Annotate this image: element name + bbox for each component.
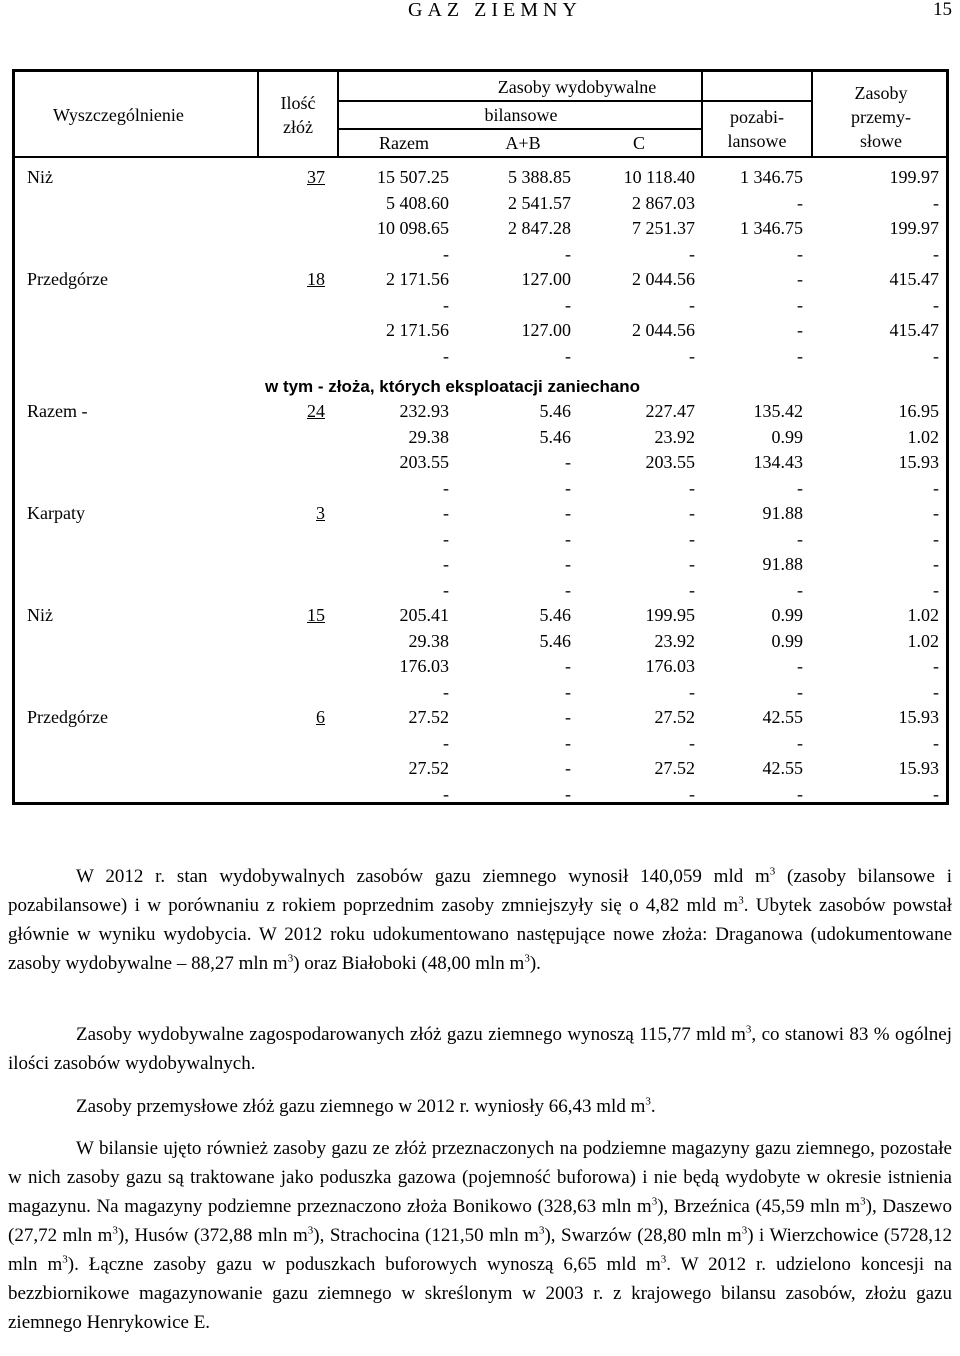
cell-razem: 2 171.56 — [386, 320, 449, 340]
cell-razem: 29.38 — [408, 426, 449, 447]
paragraph-2 — [8, 1020, 952, 1078]
superscript: 3 — [62, 1253, 68, 1266]
cell-razem: - — [443, 503, 449, 523]
cell-przem: - — [933, 554, 939, 574]
cell-ab: 5 388.85 — [508, 167, 571, 187]
text-run: , co stanowi 83 % ogólnej ilości zasobów wydobywalnych. — [8, 1024, 953, 1074]
superscript: 3 — [651, 1195, 658, 1208]
cell-ab: 5.46 — [539, 630, 571, 651]
text-run: ), Swarzów (28,80 mln m — [544, 1225, 742, 1246]
header-bilansowe: bilansowe — [484, 105, 558, 125]
cell-c: 23.92 — [654, 630, 695, 651]
row-count: 18 — [307, 269, 325, 289]
header-zasoby-wydobywalne: Zasoby wydobywalne — [497, 77, 657, 97]
cell-przem: 15.93 — [898, 452, 939, 472]
cell-przem: - — [933, 503, 939, 523]
cell-ab: - — [565, 707, 571, 727]
text-run: ), Daszewo (27,72 mln m — [8, 1196, 952, 1246]
paragraph-4 — [8, 1134, 952, 1337]
cell-przem: - — [933, 579, 939, 600]
page-header — [0, 0, 960, 24]
cell-razem: 15 507.25 — [377, 167, 449, 187]
header-pozabi: pozabi- — [730, 107, 784, 127]
superscript: 3 — [112, 1224, 118, 1237]
cell-poza: - — [797, 294, 803, 315]
cell-poza: - — [797, 783, 803, 804]
header-c: C — [632, 133, 645, 153]
page-number: 15 — [933, 0, 952, 20]
cell-poza: - — [797, 192, 803, 213]
cell-poza: - — [797, 656, 803, 676]
cell-poza: 1 346.75 — [740, 218, 803, 238]
cell-poza: 135.42 — [753, 401, 803, 421]
cell-ab: - — [565, 345, 571, 366]
superscript: 3 — [645, 1095, 651, 1108]
cell-ab: 127.00 — [521, 269, 571, 289]
header-ilosc: Ilość — [280, 93, 316, 113]
cell-razem: 10 098.65 — [377, 218, 449, 238]
cell-razem: 5 408.60 — [386, 192, 449, 213]
cell-przem: - — [933, 732, 939, 753]
text-run: ). Łączne zasoby gazu w poduszkach buforowych wynoszą 6,65 mld m — [67, 1254, 661, 1275]
cell-poza: - — [797, 579, 803, 600]
cell-poza: 0.99 — [771, 605, 803, 625]
cell-c: 227.47 — [645, 401, 695, 421]
cell-poza: - — [797, 681, 803, 702]
row-name: Niż — [27, 167, 53, 187]
cell-c: - — [689, 528, 695, 549]
cell-przem: - — [933, 783, 939, 804]
cell-razem: 232.93 — [399, 401, 449, 421]
row-count: 3 — [316, 503, 325, 523]
cell-razem: - — [443, 345, 449, 366]
cell-ab: - — [565, 579, 571, 600]
header-lansowe: lansowe — [727, 131, 787, 151]
superscript: 3 — [745, 1023, 752, 1036]
row-name: Niż — [27, 605, 53, 625]
header-przemy: przemy- — [851, 107, 911, 127]
cell-przem: 1.02 — [907, 426, 939, 447]
cell-poza: 42.55 — [762, 707, 803, 727]
superscript: 3 — [741, 1224, 748, 1237]
text-run: . — [650, 1096, 656, 1117]
text-run: (zasoby bilansowe i pozabilansowe) i w porównaniu z rokiem poprzednim zasoby zmniejszyły się o 4,82 mld m — [8, 866, 953, 916]
text-run: ). — [529, 953, 541, 974]
cell-ab: 2 847.28 — [508, 218, 571, 238]
text-run: Zasoby wydobywalne zagospodarowanych złóż gazu ziemnego wynoszą 115,77 mld m — [76, 1024, 746, 1045]
cell-c: 203.55 — [645, 452, 695, 472]
cell-razem: - — [443, 477, 449, 498]
cell-c: 176.03 — [645, 656, 695, 676]
cell-poza: 0.99 — [771, 630, 803, 651]
text-run: ), Strachocina (121,50 mln m — [313, 1225, 539, 1246]
cell-poza: - — [797, 732, 803, 753]
cell-przem: - — [933, 192, 939, 213]
cell-przem: 1.02 — [907, 605, 939, 625]
cell-razem: 205.41 — [399, 605, 449, 625]
header-ab: A+B — [505, 133, 541, 153]
cell-ab: - — [565, 656, 571, 676]
cell-ab: - — [565, 732, 571, 753]
cell-razem: 27.52 — [408, 758, 449, 778]
cell-przem: 15.93 — [898, 707, 939, 727]
text-run: W 2012 r. stan wydobywalnych zasobów gazu ziemnego wynosił 140,059 mld m — [76, 866, 770, 887]
cell-ab: 2 541.57 — [508, 192, 571, 213]
row-name: Razem - — [27, 401, 88, 421]
cell-c: 199.95 — [645, 605, 695, 625]
cell-c: 7 251.37 — [632, 218, 695, 238]
cell-przem: 199.97 — [889, 167, 939, 187]
cell-razem: - — [443, 554, 449, 574]
superscript: 3 — [769, 865, 776, 878]
cell-poza: - — [797, 320, 803, 340]
cell-razem: 2 171.56 — [386, 269, 449, 289]
header-razem: Razem — [379, 133, 429, 153]
cell-c: - — [689, 681, 695, 702]
cell-c: - — [689, 243, 695, 264]
cell-c: - — [689, 477, 695, 498]
cell-przem: 16.95 — [898, 401, 939, 421]
section-label: w tym - złoża, których eksploatacji zaniechano — [265, 377, 641, 396]
cell-ab: - — [565, 528, 571, 549]
row-count: 6 — [316, 707, 325, 727]
cell-razem: - — [443, 783, 449, 804]
cell-przem: 199.97 — [889, 218, 939, 238]
cell-razem: - — [443, 294, 449, 315]
header-zasoby: Zasoby — [854, 83, 908, 103]
cell-ab: 5.46 — [539, 401, 571, 421]
cell-przem: - — [933, 528, 939, 549]
cell-c: - — [689, 503, 695, 523]
cell-c: 27.52 — [654, 758, 695, 778]
cell-przem: - — [933, 477, 939, 498]
superscript: 3 — [307, 1224, 314, 1237]
cell-przem: - — [933, 294, 939, 315]
row-name: Przedgórze — [27, 707, 108, 727]
cell-przem: - — [933, 243, 939, 264]
cell-razem: 176.03 — [399, 656, 449, 676]
cell-razem: - — [443, 579, 449, 600]
cell-przem: - — [933, 681, 939, 702]
text-run: . Ubytek zasobów powstał głównie w wyniku wydobycia. W 2012 roku udokumentowano następujące nowe złoża: Draganowa (udokumentowane zasoby wydobywalne – 88,27 mln m — [8, 895, 952, 974]
cell-poza: - — [797, 269, 803, 289]
cell-c: - — [689, 579, 695, 600]
text-run: W bilansie ujęto również zasoby gazu ze złóż przeznaczonych na podziemne magazyny gazu ziemnego, pozostałe w nich zasoby gazu są traktowane jako poduszka gazowa (pojemność buforowa) i nie będą wydobyte w okresie istnienia magazynu. Na magazyny podziemne przeznaczono złoża Bonikowo (328,63 mln m — [8, 1138, 952, 1217]
superscript: 3 — [538, 1224, 545, 1237]
superscript: 3 — [860, 1195, 866, 1208]
cell-c: - — [689, 294, 695, 315]
cell-przem: - — [933, 656, 939, 676]
cell-c: - — [689, 345, 695, 366]
cell-c: 10 118.40 — [623, 167, 695, 187]
text-run: Zasoby przemysłowe złóż gazu ziemnego w 2012 r. wyniosły 66,43 mld m — [76, 1096, 646, 1117]
cell-ab: - — [565, 294, 571, 315]
cell-ab: - — [565, 477, 571, 498]
paragraph-1 — [8, 862, 952, 978]
row-count: 24 — [307, 401, 325, 421]
cell-poza: 1 346.75 — [740, 167, 803, 187]
cell-razem: - — [443, 681, 449, 702]
superscript: 3 — [738, 894, 744, 907]
cell-poza: 0.99 — [771, 426, 803, 447]
cell-c: 2 867.03 — [632, 192, 695, 213]
cell-razem: 203.55 — [399, 452, 449, 472]
cell-poza: 91.88 — [762, 503, 803, 523]
cell-c: - — [689, 554, 695, 574]
cell-ab: - — [565, 243, 571, 264]
cell-ab: 5.46 — [539, 605, 571, 625]
header-zloz: złóż — [283, 117, 313, 137]
paragraph-3 — [8, 1092, 952, 1121]
superscript: 3 — [287, 952, 294, 965]
row-name: Przedgórze — [27, 269, 108, 289]
cell-ab: - — [565, 681, 571, 702]
cell-ab: - — [565, 783, 571, 804]
cell-c: - — [689, 732, 695, 753]
cell-poza: 42.55 — [762, 758, 803, 778]
cell-przem: - — [933, 345, 939, 366]
cell-ab: - — [565, 503, 571, 523]
header-bottom-rule — [15, 156, 946, 158]
row-count: 15 — [307, 605, 325, 625]
row-name: Karpaty — [27, 503, 85, 523]
cell-przem: 415.47 — [889, 320, 939, 340]
cell-przem: 15.93 — [898, 758, 939, 778]
row-count: 37 — [307, 167, 325, 187]
cell-ab: 5.46 — [539, 426, 571, 447]
cell-poza: - — [797, 528, 803, 549]
text-run: ), Brzeźnica (45,59 mln m — [657, 1196, 861, 1217]
cell-c: 23.92 — [654, 426, 695, 447]
cell-ab: - — [565, 554, 571, 574]
cell-poza: - — [797, 243, 803, 264]
text-run: . W 2012 r. udzielono koncesji na bezzbiornikowe magazynowanie gazu ziemnego w skreślonym w 2003 r. z krajowego bilansu zasobów, złożu gazu ziemnego Henrykowice E. — [8, 1254, 952, 1333]
cell-c: 2 044.56 — [632, 320, 695, 340]
cell-przem: 1.02 — [907, 630, 939, 651]
superscript: 3 — [524, 952, 530, 965]
reserves-table — [12, 69, 949, 805]
cell-c: - — [689, 783, 695, 804]
text-run: ) oraz Białoboki (48,00 mln m — [293, 953, 525, 974]
cell-ab: - — [565, 758, 571, 778]
cell-razem: - — [443, 732, 449, 753]
header-slowe: słowe — [860, 131, 902, 151]
cell-przem: 415.47 — [889, 269, 939, 289]
cell-c: 2 044.56 — [632, 269, 695, 289]
running-title: GAZ ZIEMNY — [408, 0, 582, 21]
text-run: ) i Wierzchowice (5728,12 mln m — [8, 1225, 952, 1275]
cell-razem: 27.52 — [408, 707, 449, 727]
cell-ab: 127.00 — [521, 320, 571, 340]
cell-poza: 134.43 — [753, 452, 803, 472]
superscript: 3 — [660, 1253, 667, 1266]
cell-razem: 29.38 — [408, 630, 449, 651]
cell-poza: - — [797, 345, 803, 366]
header-wyszczegolnienie: Wyszczególnienie — [53, 105, 184, 125]
cell-poza: 91.88 — [762, 554, 803, 574]
cell-c: 27.52 — [654, 707, 695, 727]
cell-poza: - — [797, 477, 803, 498]
cell-razem: - — [443, 528, 449, 549]
text-run: ), Husów (372,88 mln m — [117, 1225, 308, 1246]
cell-razem: - — [443, 243, 449, 264]
cell-ab: - — [565, 452, 571, 472]
